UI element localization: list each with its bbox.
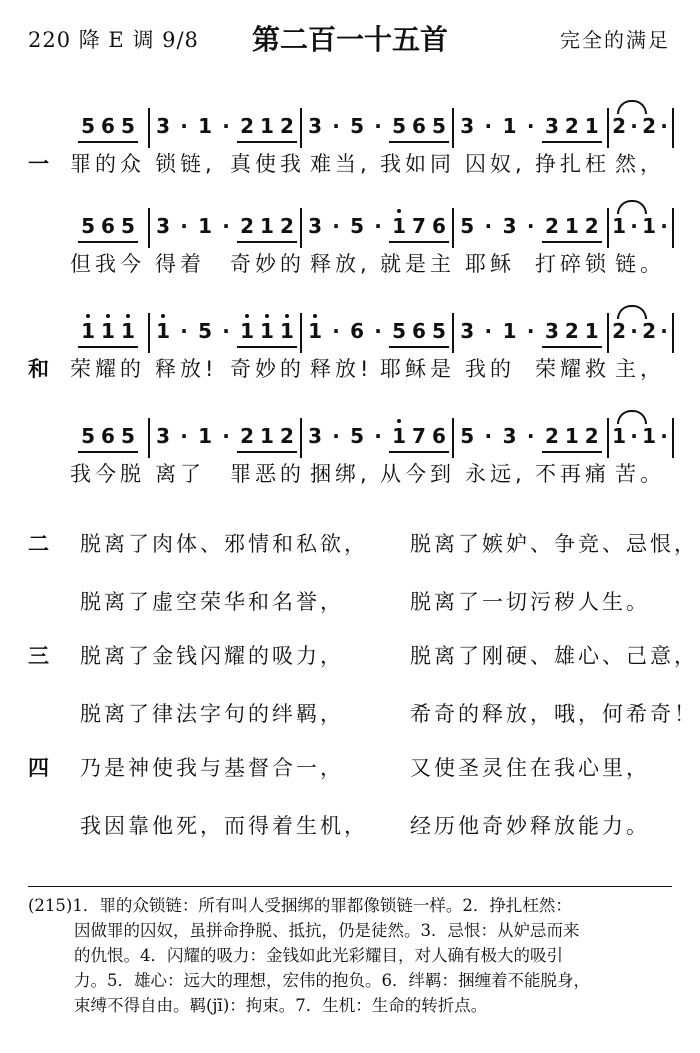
measure xyxy=(609,214,669,241)
bar-line xyxy=(148,313,150,353)
lyric-segment: 耶稣是 xyxy=(380,357,455,381)
lyric-segment: 罪恶的 xyxy=(230,462,305,486)
note-high-octave: 1 xyxy=(156,319,171,343)
duration-dot: · xyxy=(660,424,668,448)
bar-line xyxy=(672,108,674,148)
note-high-octave: 1 xyxy=(120,319,135,343)
note: 7 xyxy=(412,214,426,238)
verse-line-right: 脱离了刚硬、雄心、己意， xyxy=(410,644,698,668)
note: 3 xyxy=(308,114,323,138)
notation-line xyxy=(70,305,670,349)
hymn-subtitle: 完全的满足 xyxy=(560,28,670,52)
duration-dot: · xyxy=(484,214,493,238)
footnote-line: 束缚不得自由。羁(jī)：拘束。7．生机：生命的转折点。 xyxy=(74,996,488,1015)
note-group xyxy=(500,214,520,241)
note-group xyxy=(457,424,477,451)
note-group xyxy=(500,114,520,141)
lyric-segment: 离了 xyxy=(155,462,205,486)
music-system xyxy=(0,305,700,385)
duration-dot: · xyxy=(374,319,382,343)
note: 1 xyxy=(502,319,517,343)
measure xyxy=(302,214,452,243)
footnote-line: 力。5．雄心：远大的理想，宏伟的抱负。6．绊羁：捆缠着不能脱身， xyxy=(74,971,590,990)
note: 5 xyxy=(120,114,135,138)
bar-line xyxy=(672,418,674,458)
beamed-note-group xyxy=(78,424,138,453)
note: 3 xyxy=(544,114,559,138)
note-group xyxy=(500,424,520,451)
note-high-octave: 1 xyxy=(392,424,407,448)
note: 3 xyxy=(308,424,323,448)
note-group xyxy=(153,424,173,451)
note: 1 xyxy=(198,214,213,238)
note-high-octave: 1 xyxy=(240,319,255,343)
lyrics-line xyxy=(0,148,700,180)
measure xyxy=(454,424,605,453)
note: 6 xyxy=(101,424,115,448)
note: 5 xyxy=(460,424,475,448)
beamed-note-group xyxy=(542,424,602,453)
note: 5 xyxy=(431,319,446,343)
lyric-segment: 链。 xyxy=(615,252,665,276)
bar-line xyxy=(300,108,302,148)
note: 1 xyxy=(584,114,599,138)
note: 1 xyxy=(642,214,657,238)
fermata-mark xyxy=(617,100,647,114)
notation-line xyxy=(70,200,670,244)
duration-dot: · xyxy=(180,424,188,448)
note-group xyxy=(153,319,173,346)
beamed-note-group xyxy=(389,114,449,143)
duration-dot: · xyxy=(484,319,493,343)
note: 1 xyxy=(198,424,213,448)
note-group xyxy=(153,214,173,241)
note: 2 xyxy=(240,214,255,238)
duration-dot: · xyxy=(630,319,638,343)
note: 2 xyxy=(279,114,294,138)
lyric-segment: 但我今 xyxy=(70,252,145,276)
note: 1 xyxy=(564,214,579,238)
duration-dot: · xyxy=(332,319,340,343)
note: 2 xyxy=(584,424,599,448)
note: 1 xyxy=(260,424,274,448)
footnote-divider xyxy=(28,886,672,887)
note: 1 xyxy=(612,214,627,238)
beamed-note-group xyxy=(237,424,297,453)
lyric-segment: 耶稣 xyxy=(465,252,515,276)
duration-dot: · xyxy=(526,114,535,138)
bar-line xyxy=(672,208,674,248)
lyric-segment: 囚奴, xyxy=(465,152,526,176)
page-header xyxy=(0,0,700,60)
bar-line xyxy=(607,313,609,353)
lyric-segment: 打碎锁 xyxy=(535,252,610,276)
bar-line xyxy=(452,208,454,248)
duration-dot: · xyxy=(484,114,493,138)
lyric-segment: 就是主 xyxy=(380,252,455,276)
duration-dot: · xyxy=(332,214,340,238)
note: 5 xyxy=(120,214,135,238)
lyric-segment: 我的 xyxy=(465,357,515,381)
note-group xyxy=(457,319,477,346)
duration-dot: · xyxy=(526,424,535,448)
bar-line xyxy=(672,313,674,353)
note: 3 xyxy=(544,319,559,343)
note-group xyxy=(639,319,659,346)
note: 5 xyxy=(431,114,446,138)
bar-line xyxy=(607,108,609,148)
lyric-segment: 罪的众 xyxy=(70,152,145,176)
verse-line-left: 乃是神使我与基督合一， xyxy=(80,756,344,780)
lyric-segment: 我如同 xyxy=(380,152,455,176)
bar-line xyxy=(607,418,609,458)
notation-line xyxy=(70,100,670,144)
duration-dot: · xyxy=(222,319,230,343)
measure xyxy=(609,424,669,451)
note: 3 xyxy=(460,114,475,138)
duration-dot: · xyxy=(374,214,382,238)
bar-line xyxy=(300,313,302,353)
note: 5 xyxy=(120,424,135,448)
note-group xyxy=(153,114,173,141)
note: 3 xyxy=(308,214,323,238)
note-group xyxy=(609,424,629,451)
note: 1 xyxy=(642,424,657,448)
measure xyxy=(70,114,146,143)
verse-number: 二 xyxy=(28,532,49,556)
beamed-note-group xyxy=(78,214,138,243)
duration-dot: · xyxy=(660,319,668,343)
note-group xyxy=(195,319,215,346)
note-group xyxy=(195,114,215,141)
measure xyxy=(609,319,669,346)
lyric-segment: 然， xyxy=(615,152,665,176)
verse-line-right: 又使圣灵住在我心里， xyxy=(410,756,650,780)
note: 2 xyxy=(240,114,255,138)
note: 3 xyxy=(156,114,171,138)
bar-line xyxy=(148,108,150,148)
note: 6 xyxy=(431,424,446,448)
lyrics-line xyxy=(0,458,700,490)
note: 5 xyxy=(460,214,475,238)
beamed-note-group xyxy=(389,214,449,243)
lyric-segment: 捆绑, xyxy=(310,462,371,486)
lyric-segment: 锁链, xyxy=(155,152,216,176)
note-group xyxy=(457,214,477,241)
duration-dot: · xyxy=(180,114,188,138)
note-group xyxy=(305,424,325,451)
note: 6 xyxy=(412,114,426,138)
measure xyxy=(302,424,452,453)
fermata-mark xyxy=(617,305,647,319)
note-group xyxy=(609,319,629,346)
bar-line xyxy=(148,208,150,248)
measure xyxy=(609,114,669,141)
beamed-note-group xyxy=(542,214,602,243)
verse-line-left: 我因靠他死，而得着生机， xyxy=(80,814,368,838)
duration-dot: · xyxy=(526,319,535,343)
note-group xyxy=(347,424,367,451)
verse-label: 一 xyxy=(28,152,49,176)
measure xyxy=(302,319,452,348)
music-system xyxy=(0,200,700,280)
note: 6 xyxy=(412,319,426,343)
measure xyxy=(70,319,146,348)
beamed-note-group xyxy=(78,114,138,143)
duration-dot: · xyxy=(180,319,188,343)
note-group xyxy=(639,424,659,451)
measure xyxy=(150,214,300,243)
bar-line xyxy=(452,313,454,353)
note: 3 xyxy=(156,424,171,448)
note: 2 xyxy=(279,214,294,238)
note-high-octave: 1 xyxy=(392,214,407,238)
note-group xyxy=(500,319,520,346)
note: 7 xyxy=(412,424,426,448)
lyric-segment: 释放, xyxy=(310,252,371,276)
note: 1 xyxy=(564,424,579,448)
note: 3 xyxy=(502,214,517,238)
note: 3 xyxy=(156,214,171,238)
verse-line-right: 希奇的释放，哦，何希奇！ xyxy=(410,702,698,726)
note: 5 xyxy=(198,319,213,343)
note-group xyxy=(347,214,367,241)
note: 3 xyxy=(502,424,517,448)
lyric-segment: 真使我 xyxy=(230,152,305,176)
footnote-line: 的仇恨。4．闪耀的吸力：金钱如此光彩耀目，对人确有极大的吸引 xyxy=(74,946,563,965)
note: 2 xyxy=(240,424,255,448)
lyrics-line xyxy=(0,248,700,280)
music-system xyxy=(0,410,700,490)
lyric-segment: 苦。 xyxy=(615,462,665,486)
note: 2 xyxy=(544,424,559,448)
note-group xyxy=(609,114,629,141)
fermata-mark xyxy=(617,200,647,214)
note: 1 xyxy=(198,114,213,138)
bar-line xyxy=(452,108,454,148)
measure xyxy=(454,214,605,243)
duration-dot: · xyxy=(630,424,638,448)
verse-line-left: 脱离了金钱闪耀的吸力， xyxy=(80,644,344,668)
note: 2 xyxy=(564,319,579,343)
duration-dot: · xyxy=(526,214,535,238)
lyrics-line xyxy=(0,353,700,385)
beamed-note-group xyxy=(237,214,297,243)
duration-dot: · xyxy=(222,114,230,138)
hymn-number-key: 220 降 E 调 9/8 xyxy=(28,28,199,52)
lyric-segment: 奇妙的 xyxy=(230,357,305,381)
note-group xyxy=(305,319,325,346)
note-group xyxy=(347,114,367,141)
note: 1 xyxy=(502,114,517,138)
bar-line xyxy=(607,208,609,248)
notation-line xyxy=(70,410,670,454)
note-group xyxy=(195,424,215,451)
duration-dot: · xyxy=(222,214,230,238)
duration-dot: · xyxy=(180,214,188,238)
duration-dot: · xyxy=(374,114,382,138)
note-high-octave: 1 xyxy=(308,319,323,343)
note: 1 xyxy=(260,214,274,238)
beamed-note-group xyxy=(237,114,297,143)
duration-dot: · xyxy=(222,424,230,448)
note: 3 xyxy=(460,319,475,343)
note-group xyxy=(609,214,629,241)
measure xyxy=(150,424,300,453)
duration-dot: · xyxy=(660,114,668,138)
note-group xyxy=(347,319,367,346)
duration-dot: · xyxy=(374,424,382,448)
beamed-note-group xyxy=(389,424,449,453)
bar-line xyxy=(148,418,150,458)
lyric-segment: 释放! xyxy=(310,357,373,381)
note: 5 xyxy=(350,114,365,138)
measure xyxy=(70,214,146,243)
note-high-octave: 1 xyxy=(101,319,115,343)
lyric-segment: 从今到 xyxy=(380,462,455,486)
footnote-line: (215)1．罪的众锁链：所有叫人受捆绑的罪都像锁链一样。2．挣扎枉然： xyxy=(28,896,572,915)
verse-number: 四 xyxy=(28,756,49,780)
note-high-octave: 1 xyxy=(279,319,294,343)
note: 2 xyxy=(612,319,627,343)
note-high-octave: 1 xyxy=(81,319,96,343)
measure xyxy=(454,319,605,348)
note: 5 xyxy=(392,114,407,138)
lyric-segment: 主， xyxy=(615,357,665,381)
duration-dot: · xyxy=(332,114,340,138)
duration-dot: · xyxy=(332,424,340,448)
note-group xyxy=(305,214,325,241)
note: 2 xyxy=(544,214,559,238)
lyric-segment: 我今脱 xyxy=(70,462,145,486)
measure xyxy=(70,424,146,453)
note-group xyxy=(639,114,659,141)
lyric-segment: 奇妙的 xyxy=(230,252,305,276)
verse-number: 三 xyxy=(28,644,49,668)
lyric-segment: 难当, xyxy=(310,152,371,176)
note: 2 xyxy=(584,214,599,238)
verse-line-right: 经历他奇妙释放能力。 xyxy=(410,814,650,838)
measure xyxy=(302,114,452,143)
note: 5 xyxy=(81,114,96,138)
note: 5 xyxy=(350,424,365,448)
note: 5 xyxy=(81,214,96,238)
verse-label: 和 xyxy=(28,357,49,381)
measure xyxy=(454,114,605,143)
note: 1 xyxy=(612,424,627,448)
note: 6 xyxy=(350,319,365,343)
music-system xyxy=(0,100,700,180)
footnote-line: 因做罪的囚奴，虽拼命挣脱、抵抗，仍是徒然。3．忌恨：从妒忌而来 xyxy=(74,921,580,940)
note: 2 xyxy=(279,424,294,448)
note: 1 xyxy=(584,319,599,343)
duration-dot: · xyxy=(630,214,638,238)
duration-dot: · xyxy=(660,214,668,238)
note: 5 xyxy=(392,319,407,343)
verse-line-right: 脱离了嫉妒、争竞、忌恨， xyxy=(410,532,698,556)
lyric-segment: 荣耀的 xyxy=(70,357,145,381)
note: 2 xyxy=(612,114,627,138)
note: 1 xyxy=(260,114,274,138)
lyric-segment: 释放! xyxy=(155,357,218,381)
verse-line-left: 脱离了肉体、邪情和私欲， xyxy=(80,532,368,556)
note: 2 xyxy=(642,114,657,138)
lyric-segment: 荣耀救 xyxy=(535,357,610,381)
note-group xyxy=(639,214,659,241)
beamed-note-group xyxy=(78,319,138,348)
footnotes xyxy=(28,893,678,1018)
note: 5 xyxy=(350,214,365,238)
note: 6 xyxy=(431,214,446,238)
note-group xyxy=(305,114,325,141)
fermata-mark xyxy=(617,410,647,424)
beamed-note-group xyxy=(237,319,297,348)
measure xyxy=(150,319,300,348)
bar-line xyxy=(300,208,302,248)
hymn-title: 第二百一十五首 xyxy=(251,23,448,56)
beamed-note-group xyxy=(542,319,602,348)
note-high-octave: 1 xyxy=(260,319,274,343)
note: 5 xyxy=(81,424,96,448)
lyric-segment: 不再痛 xyxy=(535,462,610,486)
note: 6 xyxy=(101,214,115,238)
lyric-segment: 永远, xyxy=(465,462,526,486)
note-group xyxy=(457,114,477,141)
duration-dot: · xyxy=(484,424,493,448)
bar-line xyxy=(452,418,454,458)
duration-dot: · xyxy=(630,114,638,138)
verse-line-left: 脱离了律法字句的绊羁， xyxy=(80,702,344,726)
verse-line-right: 脱离了一切污秽人生。 xyxy=(410,590,650,614)
note-group xyxy=(195,214,215,241)
lyric-segment: 挣扎枉 xyxy=(535,152,610,176)
note: 2 xyxy=(564,114,579,138)
bar-line xyxy=(300,418,302,458)
verse-line-left: 脱离了虚空荣华和名誉， xyxy=(80,590,344,614)
beamed-note-group xyxy=(389,319,449,348)
lyric-segment: 得着 xyxy=(155,252,205,276)
note: 6 xyxy=(101,114,115,138)
measure xyxy=(150,114,300,143)
note: 2 xyxy=(642,319,657,343)
beamed-note-group xyxy=(542,114,602,143)
